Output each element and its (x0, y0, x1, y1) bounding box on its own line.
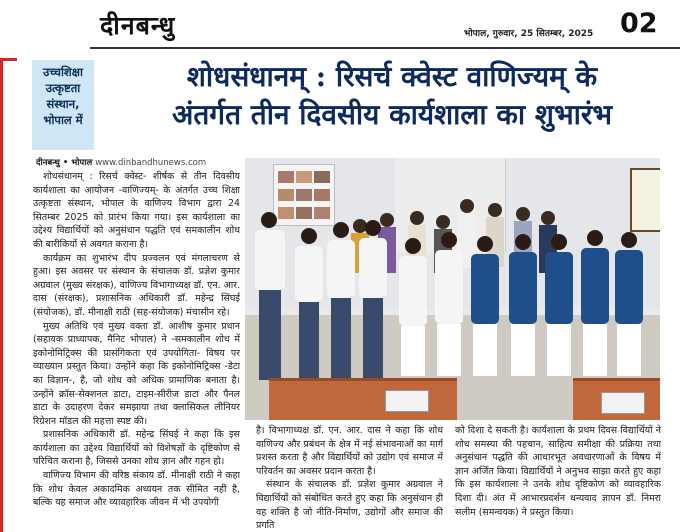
article-column-right (455, 424, 661, 532)
headline-line-2: अंतर्गत तीन दिवसीय कार्यशाला का शुभारंभ (171, 98, 613, 131)
section-tag-line: भोपाल में (43, 113, 83, 127)
headline-line-1: शोधसंधानम् : रिसर्च क्वेस्ट वाणिज्यम् के (186, 60, 598, 93)
article-column-left (33, 170, 240, 532)
photo-laptop (385, 390, 429, 412)
section-tag-line: संस्थान, (46, 97, 80, 111)
dateline (36, 157, 206, 168)
article-paragraph: शोधसंधानम् : रिसर्च क्वेस्ट- शीर्षक से तीन दिवसीय कार्यशाला का आयोजन -वाणिज्यम्- के अंतर्गत उच्च शिक्षा उत्कृष्टता संस्थान, भोपाल के वाणिज्य विभाग द्वारा 24 सितम्बर 2025 को प्रारंभ किया गया। इस कार्यशाला का उद्देश्य विद्यार्थियों को अनुसंधान पद्धति एवं समकालीन शोध की बारीकियों से अवगत कराना है। (33, 171, 240, 250)
article-paragraph: प्रशासनिक अधिकारी डॉ. महेन्द्र सिंघई ने कहा कि इस कार्यशाला का उद्देश्य विद्यार्थियों को विशेषज्ञों के दृष्टिकोण से परिचित कराना है, जिससे उनका शोध ज्ञान और गहन हो। (33, 429, 240, 468)
section-tag-line: उच्चशिक्षा (43, 65, 83, 79)
section-tag-box (32, 60, 94, 150)
group-photo (245, 158, 660, 420)
article-paragraph: है। विभागाध्यक्ष डॉ. एन. आर. दास ने कहा कि शोध वाणिज्य और प्रबंधन के क्षेत्र में नई संभावनाओं का मार्ग प्रशस्त करता है और विद्यार्थियों को उद्योग एवं समाज में परिवर्तन का अवसर प्रदान करता है। (256, 425, 443, 477)
article-paragraph: मुख्य अतिथि एवं मुख्य वक्ता डॉ. आशीष कुमार प्रधान (सहायक प्राध्यापक, मैनिट भोपाल) ने -समकालीन शोध में इकोनोमिट्रिक्स की प्रासंगिकता एवं उपयोगिता- विषय पर व्याख्यान प्रस्तुत किया। उन्होंने कहा कि इकोनोमिट्रिक्स -डेटा का विज्ञान-, है, जो शोध को अधिक प्रामाणिक बनाता है। उन्होंने क्रॉस-सेक्शनल डाटा, टाइम-सीरीज डाटा और पैनल डाटा के उदाहरण देकर समझाया तथा क्लासिकल लीनियर रिग्रेशन मॉडल की महत्ता स्पष्ट की। (33, 320, 240, 427)
photo-laptop (601, 392, 645, 414)
dateline-place: भोपाल (71, 158, 93, 168)
article-paragraph: को दिशा दे सकती है। कार्यशाला के प्रथम दिवस विद्यार्थियों ने शोध समस्या की पहचान, साहित्य समीक्षा की प्रक्रिया तथा अनुसंधान पद्धति की आधारभूत अवधारणाओं के विषय में ज्ञान अर्जित किया। विद्यार्थियों ने अनुभव साझा करते हुए कहा कि इस कार्यशाला ने उनके शोध दृष्टिकोण को व्यावहारिक दिशा दी। अंत में आभारप्रदर्शन धन्यवाद ज्ञापन डॉ. निमरा सलीम (समन्वयक) ने प्रस्तुत किया। (455, 425, 661, 518)
article-paragraph: वाणिज्य विभाग की वरिष्ठ संकाय डॉ. मीनाक्षी राठी ने कहा कि शोध केवल अकादमिक अध्ययन तक सीमित नहीं है, बल्कि यह समाज और व्यावहारिक जीवन में भी उपयोगी (33, 470, 240, 509)
article-column-middle (256, 424, 443, 532)
masthead-spacer (0, 0, 90, 48)
dateline-website: www.dinbandhunews.com (95, 158, 207, 168)
header-divider (90, 47, 680, 49)
masthead (0, 0, 680, 50)
issue-date: भोपाल, गुरुवार, 25 सितम्बर, 2025 (464, 29, 594, 39)
dateline-source: दीनबन्धु (36, 158, 60, 168)
article-paragraph: कार्यक्रम का शुभारंभ दीप प्रज्वलन एवं मंगलाचरण से हुआ। इस अवसर पर संस्थान के संचालक डॉ. प्रज्ञेश कुमार अग्रवाल (मुख्य संरक्षक), वाणिज्य विभागाध्यक्ष डॉ. एन. आर. दास (संरक्षक), प्रशासनिक अधिकारी डॉ. महेन्द्र सिंघई (संयोजक), डॉ. मीनाक्षी राठी (सह-संयोजक) मंचासीन रहे। (33, 252, 240, 318)
article-paragraph: संस्थान के संचालक डॉ. प्रज्ञेश कुमार अग्रवाल ने विद्यार्थियों को संबोधित करते हुए कहा कि अनुसंधान ही वह शक्ति है जो नीति-निर्माण, उद्योगों और समाज की प्रगति (256, 479, 443, 532)
dateline-bullet: • (62, 158, 69, 168)
newspaper-name: दीनबन्धु (100, 11, 176, 40)
margin-border (0, 58, 17, 532)
article-headline (112, 58, 672, 134)
page-number: 02 (620, 8, 658, 39)
section-tag-line: उत्कृष्टता (45, 81, 81, 95)
